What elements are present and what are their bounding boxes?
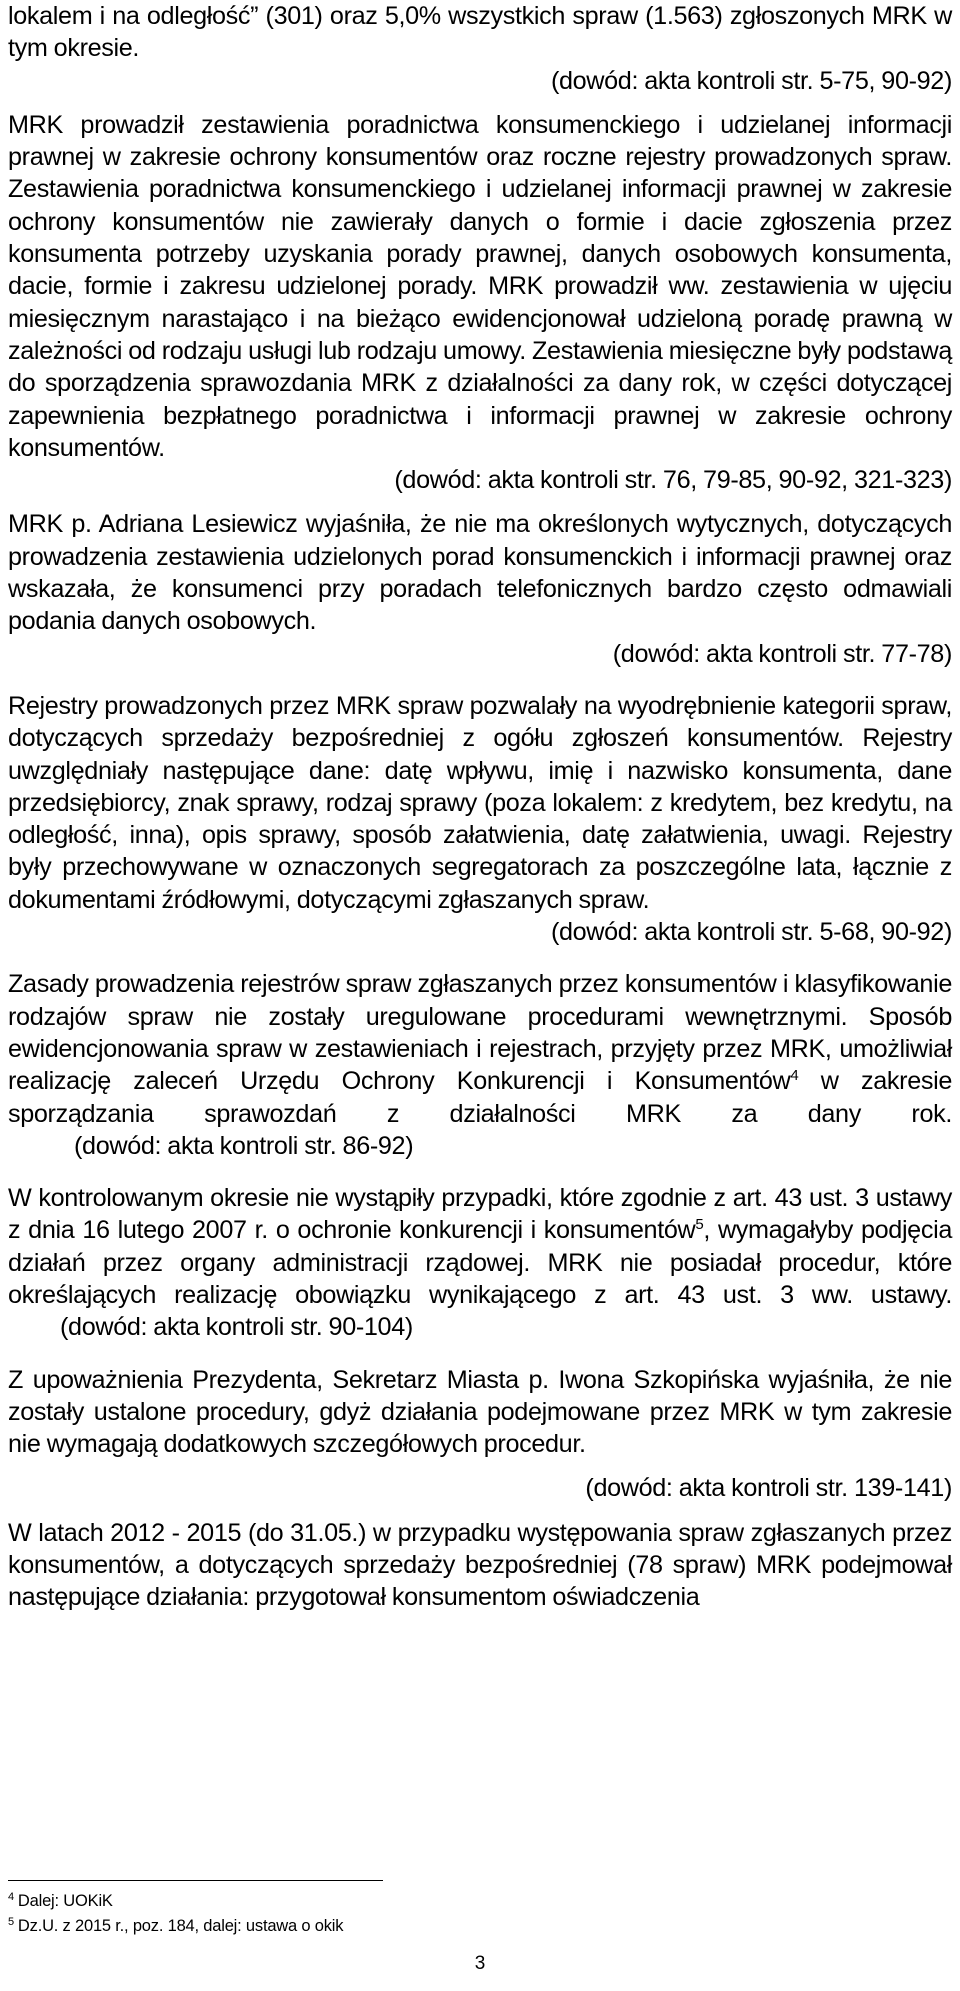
- footnote-separator: [8, 1880, 383, 1881]
- footnote-text: Dz.U. z 2015 r., poz. 184, dalej: ustawa o okik: [17, 1917, 344, 1935]
- paragraph-text: Zasady prowadzenia rejestrów spraw zgłaszanych przez konsumentów i klasyfikowanie rodzajów spraw nie zostały uregulowane procedurami wewnętrznymi. Sposób ewidencjonowania spraw w zestawieniach i rejestrach, przyjęty przez MRK, umożliwiał realizację zaleceń Urzędu Ochrony Konkurencji i Konsumentów: [8, 970, 952, 1096]
- paragraph: MRK p. Adriana Lesiewicz wyjaśniła, że nie ma określonych wytycznych, dotyczących prowadzenia zestawienia udzielonych porad konsumenckich i informacji prawnej oraz wskazała, że konsumenci przy poradach telefonicznych bardzo często odmawiali podania danych osobowych.: [8, 510, 952, 636]
- paragraph: MRK prowadził zestawienia poradnictwa konsumenckiego i udzielanej informacji prawnej w zakresie ochrony konsumentów oraz roczne rejestry prowadzonych spraw. Zestawienia poradnictwa konsumenckiego i udzielanej informacji prawnej w zakresie ochrony konsumentów nie zawierały danych o formie i dacie zgłoszenia przez konsumenta potrzeby uzyskania porady prawnej, danych osobowych konsumenta, dacie, formie i zakresu udzielonej porady. MRK prowadził ww. zestawienia w ujęciu miesięcznym narastająco i na bieżąco ewidencjonował udzieloną poradę prawną w zależności od rodzaju usługi lub rodzaju umowy. Zestawienia miesięczne były podstawą do sporządzenia sprawozdania MRK z działalności za dany rok, w części dotyczącej zapewnienia bezpłatnego poradnictwa i informacji prawnej w zakresie ochrony konsumentów.: [8, 110, 952, 462]
- footnote-text: Dalej: UOKiK: [17, 1892, 113, 1910]
- page-number: 3: [474, 1953, 486, 1974]
- paragraph: W latach 2012 - 2015 (do 31.05.) w przypadku występowania spraw zgłaszanych przez konsumentów, a dotyczących sprzedaży bezpośredniej (78 spraw) MRK podejmował następujące działania: przygotował konsumentom oświadczenia: [8, 1518, 952, 1612]
- evidence-reference: (dowód: akta kontroli str. 139-141): [585, 1474, 952, 1503]
- footnote-number: 4: [8, 1891, 14, 1903]
- footnotes: [8, 1889, 908, 1939]
- footnote: [8, 1914, 908, 1939]
- evidence-reference: (dowód: akta kontroli str. 76, 79-85, 90-92, 321-323): [394, 466, 952, 495]
- footnote-number: 5: [8, 1916, 14, 1928]
- paragraph: Rejestry prowadzonych przez MRK spraw pozwalały na wyodrębnienie kategorii spraw, dotyczących sprzedaży bezpośredniej z ogółu zgłoszeń konsumentów. Rejestry uwzględniały następujące dane: datę wpływu, imię i nazwisko konsumenta, dane przedsiębiorcy, znak sprawy, rodzaj sprawy (poza lokalem: z kredytem, bez kredytu, na odległość, inna), opis sprawy, sposób załatwienia, datę załatwienia, uwagi. Rejestry były przechowywane w oznaczonych segregatorach za poszczególne lata, łącznie z dokumentami źródłowymi, dotyczącymi zgłaszanych spraw.: [8, 691, 952, 914]
- paragraph-text: W kontrolowanym okresie nie wystąpiły przypadki, które zgodnie z art. 43 ust. 3 ustawy z dnia 16 lutego 2007 r. o ochronie konkurencji i konsumentów: [8, 1184, 952, 1245]
- paragraph: lokalem i na odległość” (301) oraz 5,0% wszystkich spraw (1.563) zgłoszonych MRK w tym okresie.: [8, 2, 952, 63]
- evidence-reference: (dowód: akta kontroli str. 5-75, 90-92): [550, 66, 952, 95]
- evidence-reference: (dowód: akta kontroli str. 86-92): [74, 1131, 414, 1160]
- document-page: [8, 0, 952, 1614]
- paragraph-text: w zakresie sporządzania sprawozdań z działalności MRK za dany rok.: [8, 1067, 952, 1128]
- footnote: [8, 1889, 908, 1914]
- evidence-reference: (dowód: akta kontroli str. 77-78): [612, 639, 952, 668]
- paragraph-text: , wymagałyby podjęcia działań przez organy administracji rządowej. MRK nie posiadał procedur, które określających realizację obowiązku wynikającego z art. 43 ust. 3 ww. ustawy.: [8, 1216, 952, 1309]
- paragraph: [8, 968, 952, 1162]
- footnote-marker: 5: [695, 1216, 704, 1234]
- footnote-marker: 4: [790, 1067, 799, 1085]
- evidence-reference: (dowód: akta kontroli str. 90-104): [60, 1313, 413, 1342]
- paragraph: Z upoważnienia Prezydenta, Sekretarz Miasta p. Iwona Szkopińska wyjaśniła, że nie zostały ustalone procedury, gdyż działania podejmowane przez MRK w tym zakresie nie wymagają dodatkowych szczegółowych procedur.: [8, 1365, 952, 1459]
- evidence-reference: (dowód: akta kontroli str. 5-68, 90-92): [550, 918, 952, 947]
- paragraph: [8, 1182, 952, 1343]
